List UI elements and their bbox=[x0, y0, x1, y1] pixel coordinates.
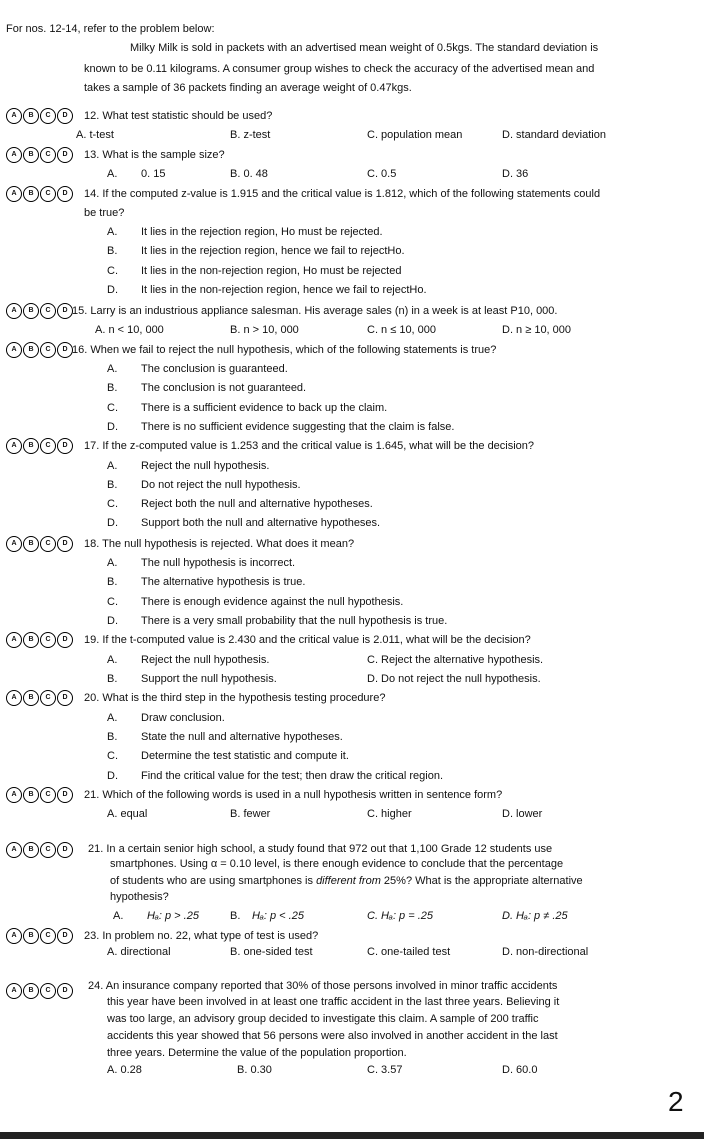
answer-bubbles-q15[interactable] bbox=[6, 303, 74, 319]
question-14-line-1: 14. If the computed z-value is 1.915 and the critical value is 1.812, which of the following statements could bbox=[84, 188, 601, 200]
bubble-c[interactable]: C bbox=[40, 928, 56, 944]
q17-option-a: Reject the null hypothesis. bbox=[141, 460, 270, 472]
bubble-a[interactable]: A bbox=[6, 632, 22, 648]
q19-option-b: Support the null hypothesis. bbox=[141, 673, 277, 685]
bubble-c[interactable]: C bbox=[40, 842, 56, 858]
bubble-c[interactable]: C bbox=[40, 438, 56, 454]
q24-option-d: D. 60.0 bbox=[502, 1064, 538, 1076]
q21b-option-a: Hₐ: p > .25 bbox=[147, 910, 199, 922]
bubble-a[interactable]: A bbox=[6, 108, 22, 124]
answer-bubbles-q16[interactable] bbox=[6, 342, 74, 358]
question-24-line-5: three years. Determine the value of the population proportion. bbox=[107, 1047, 407, 1059]
answer-bubbles-q17[interactable] bbox=[6, 438, 74, 454]
q14-option-c: It lies in the non-rejection region, Ho must be rejected bbox=[141, 265, 402, 277]
question-15: 15. Larry is an industrious appliance salesman. His average sales (n) in a week is at least P10, 000. bbox=[72, 305, 558, 317]
q12-option-c: C. population mean bbox=[367, 129, 463, 141]
question-21b-line-1: 21. In a certain senior high school, a study found that 972 out that 1,100 Grade 12 students use bbox=[88, 843, 553, 855]
bubble-d[interactable]: D bbox=[57, 842, 73, 858]
q20-option-d-letter: D. bbox=[107, 770, 118, 782]
q19-option-b-letter: B. bbox=[107, 673, 118, 685]
bubble-d[interactable]: D bbox=[57, 147, 73, 163]
q13-option-a: 0. 15 bbox=[141, 168, 166, 180]
q20-option-a: Draw conclusion. bbox=[141, 712, 225, 724]
bottom-border bbox=[0, 1132, 704, 1139]
q14-option-a-letter: A. bbox=[107, 226, 118, 238]
q17-option-d-letter: D. bbox=[107, 517, 118, 529]
q19-option-a-letter: A. bbox=[107, 654, 118, 666]
q17-option-b-letter: B. bbox=[107, 479, 118, 491]
bubble-b[interactable]: B bbox=[23, 303, 39, 319]
q16-option-c-letter: C. bbox=[107, 402, 118, 414]
problem-line-1: Milky Milk is sold in packets with an advertised mean weight of 0.5kgs. The standard deviation is bbox=[130, 42, 599, 54]
question-20: 20. What is the third step in the hypothesis testing procedure? bbox=[84, 692, 386, 704]
bubble-d[interactable]: D bbox=[57, 787, 73, 803]
bubble-d[interactable]: D bbox=[57, 108, 73, 124]
intro-text: For nos. 12-14, refer to the problem below: bbox=[6, 23, 215, 35]
q17-option-a-letter: A. bbox=[107, 460, 118, 472]
q16-option-c: There is a sufficient evidence to back up the claim. bbox=[141, 402, 388, 414]
answer-bubbles-q13[interactable] bbox=[6, 147, 74, 163]
bubble-d[interactable]: D bbox=[57, 186, 73, 202]
q16-option-d: There is no sufficient evidence suggesting that the claim is false. bbox=[141, 421, 455, 433]
q20-option-a-letter: A. bbox=[107, 712, 118, 724]
question-24-line-1: 24. An insurance company reported that 30% of those persons involved in minor traffic accidents bbox=[88, 980, 558, 992]
bubble-b[interactable]: B bbox=[23, 342, 39, 358]
q12-option-a: A. t-test bbox=[76, 129, 114, 141]
question-17: 17. If the z-computed value is 1.253 and the critical value is 1.645, what will be the decision? bbox=[84, 440, 535, 452]
bubble-a[interactable]: A bbox=[6, 842, 22, 858]
q16-option-a-letter: A. bbox=[107, 363, 118, 375]
q23-option-d: D. non-directional bbox=[502, 946, 589, 958]
bubble-a[interactable]: A bbox=[6, 787, 22, 803]
bubble-a[interactable]: A bbox=[6, 438, 22, 454]
q12-option-b: B. z-test bbox=[230, 129, 271, 141]
q13-option-c: C. 0.5 bbox=[367, 168, 397, 180]
bubble-b[interactable]: B bbox=[23, 842, 39, 858]
q18-option-b: The alternative hypothesis is true. bbox=[141, 576, 306, 588]
q18-option-d: There is a very small probability that the null hypothesis is true. bbox=[141, 615, 448, 627]
q17-option-b: Do not reject the null hypothesis. bbox=[141, 479, 301, 491]
q18-option-d-letter: D. bbox=[107, 615, 118, 627]
q15-option-b: B. n > 10, 000 bbox=[230, 324, 299, 336]
q18-option-c-letter: C. bbox=[107, 596, 118, 608]
answer-bubbles-q19[interactable] bbox=[6, 632, 74, 648]
bubble-a[interactable]: A bbox=[6, 536, 22, 552]
question-16: 16. When we fail to reject the null hypothesis, which of the following statements is true? bbox=[72, 344, 497, 356]
q23-option-b: B. one-sided test bbox=[230, 946, 313, 958]
bubble-a[interactable]: A bbox=[6, 983, 22, 999]
bubble-a[interactable]: A bbox=[6, 342, 22, 358]
q21a-option-d: D. lower bbox=[502, 808, 543, 820]
bubble-b[interactable]: B bbox=[23, 536, 39, 552]
bubble-b[interactable]: B bbox=[23, 928, 39, 944]
bubble-c[interactable]: C bbox=[40, 186, 56, 202]
answer-bubbles-q21a[interactable] bbox=[6, 787, 74, 803]
question-14-line-2: be true? bbox=[84, 207, 125, 219]
bubble-b[interactable]: B bbox=[23, 983, 39, 999]
q20-option-b-letter: B. bbox=[107, 731, 118, 743]
q15-option-d: D. n ≥ 10, 000 bbox=[502, 324, 572, 336]
q24-option-c: C. 3.57 bbox=[367, 1064, 403, 1076]
bubble-d[interactable]: D bbox=[57, 928, 73, 944]
bubble-c[interactable]: C bbox=[40, 147, 56, 163]
problem-line-2: known to be 0.11 kilograms. A consumer group wishes to check the accuracy of the advertised mean and bbox=[84, 63, 595, 75]
q23-option-a: A. directional bbox=[107, 946, 171, 958]
q14-option-b: It lies in the rejection region, hence we fail to rejectHo. bbox=[141, 245, 405, 257]
q14-option-d: It lies in the non-rejection region, hence we fail to rejectHo. bbox=[141, 284, 427, 296]
q19-option-d: D. Do not reject the null hypothesis. bbox=[367, 673, 541, 685]
q13-option-b: B. 0. 48 bbox=[230, 168, 268, 180]
q14-option-b-letter: B. bbox=[107, 245, 118, 257]
q21a-option-b: B. fewer bbox=[230, 808, 271, 820]
answer-bubbles-q14[interactable] bbox=[6, 186, 74, 202]
q24-option-a: A. 0.28 bbox=[107, 1064, 142, 1076]
question-18: 18. The null hypothesis is rejected. What does it mean? bbox=[84, 538, 355, 550]
q14-option-c-letter: C. bbox=[107, 265, 118, 277]
question-24-line-2: this year have been involved in at least one traffic accident in the last three years. Believing it bbox=[107, 996, 560, 1008]
q20-option-d: Find the critical value for the test; then draw the critical region. bbox=[141, 770, 444, 782]
bubble-a[interactable]: A bbox=[6, 186, 22, 202]
q21a-option-c: C. higher bbox=[367, 808, 412, 820]
q20-option-c: Determine the test statistic and compute it. bbox=[141, 750, 349, 762]
bubble-a[interactable]: A bbox=[6, 303, 22, 319]
problem-line-3: takes a sample of 36 packets finding an average weight of 0.47kgs. bbox=[84, 82, 412, 94]
bubble-b[interactable]: B bbox=[23, 147, 39, 163]
answer-bubbles-q24[interactable] bbox=[6, 983, 74, 999]
question-24-line-4: accidents this year showed that 56 persons were also involved in another accident in the last bbox=[107, 1030, 558, 1042]
answer-bubbles-q20[interactable] bbox=[6, 690, 74, 706]
q21b-option-b-letter: B. bbox=[230, 910, 241, 922]
bubble-b[interactable]: B bbox=[23, 186, 39, 202]
q21b-line-3-emph: different from bbox=[316, 875, 381, 887]
q19-option-c: C. Reject the alternative hypothesis. bbox=[367, 654, 544, 666]
bubble-c[interactable]: C bbox=[40, 303, 56, 319]
question-19: 19. If the t-computed value is 2.430 and the critical value is 2.011, what will be the decision? bbox=[84, 634, 531, 646]
q14-option-d-letter: D. bbox=[107, 284, 118, 296]
q20-option-b: State the null and alternative hypotheses. bbox=[141, 731, 343, 743]
q21b-line-3-post: 25%? What is the appropriate alternative bbox=[380, 875, 583, 887]
question-21b-line-3 bbox=[110, 875, 583, 888]
q21b-line-3-pre: of students who are using smartphones is bbox=[110, 875, 317, 887]
bubble-d[interactable]: D bbox=[57, 632, 73, 648]
bubble-b[interactable]: B bbox=[23, 438, 39, 454]
question-21b-line-4: hypothesis? bbox=[110, 891, 169, 903]
q15-option-a: A. n < 10, 000 bbox=[95, 324, 164, 336]
answer-bubbles-q18[interactable] bbox=[6, 536, 74, 552]
page-number: 2 bbox=[668, 1086, 684, 1117]
answer-bubbles-q21b[interactable] bbox=[6, 842, 74, 858]
bubble-d[interactable]: D bbox=[57, 303, 73, 319]
bubble-a[interactable]: A bbox=[6, 690, 22, 706]
question-23: 23. In problem no. 22, what type of test is used? bbox=[84, 930, 319, 942]
q16-option-b: The conclusion is not guaranteed. bbox=[141, 382, 307, 394]
q12-option-d: D. standard deviation bbox=[502, 129, 606, 141]
bubble-a[interactable]: A bbox=[6, 147, 22, 163]
q24-option-b: B. 0.30 bbox=[237, 1064, 272, 1076]
q17-option-c: Reject both the null and alternative hypotheses. bbox=[141, 498, 373, 510]
q18-option-a: The null hypothesis is incorrect. bbox=[141, 557, 296, 569]
bubble-b[interactable]: B bbox=[23, 787, 39, 803]
bubble-d[interactable]: D bbox=[57, 690, 73, 706]
bubble-d[interactable]: D bbox=[57, 983, 73, 999]
q17-option-d: Support both the null and alternative hypotheses. bbox=[141, 517, 381, 529]
bubble-c[interactable]: C bbox=[40, 108, 56, 124]
bubble-c[interactable]: C bbox=[40, 787, 56, 803]
q16-option-d-letter: D. bbox=[107, 421, 118, 433]
bubble-c[interactable]: C bbox=[40, 983, 56, 999]
q19-option-a: Reject the null hypothesis. bbox=[141, 654, 270, 666]
bubble-c[interactable]: C bbox=[40, 632, 56, 648]
question-24-line-3: was too large, an advisory group decided to investigate this claim. A sample of 200 traffic bbox=[107, 1013, 539, 1025]
q16-option-b-letter: B. bbox=[107, 382, 118, 394]
q17-option-c-letter: C. bbox=[107, 498, 118, 510]
answer-bubbles-q12[interactable] bbox=[6, 108, 74, 124]
q23-option-c: C. one-tailed test bbox=[367, 946, 451, 958]
q13-option-d: D. 36 bbox=[502, 168, 529, 180]
question-13: 13. What is the sample size? bbox=[84, 149, 225, 161]
q20-option-c-letter: C. bbox=[107, 750, 118, 762]
bubble-a[interactable]: A bbox=[6, 928, 22, 944]
question-12: 12. What test statistic should be used? bbox=[84, 110, 273, 122]
q14-option-a: It lies in the rejection region, Ho must be rejected. bbox=[141, 226, 383, 238]
bubble-b[interactable]: B bbox=[23, 690, 39, 706]
q18-option-c: There is enough evidence against the null hypothesis. bbox=[141, 596, 404, 608]
bubble-d[interactable]: D bbox=[57, 342, 73, 358]
bubble-b[interactable]: B bbox=[23, 632, 39, 648]
bubble-c[interactable]: C bbox=[40, 690, 56, 706]
q21a-option-a: A. equal bbox=[107, 808, 148, 820]
bubble-d[interactable]: D bbox=[57, 536, 73, 552]
q21b-option-a-letter: A. bbox=[113, 910, 124, 922]
q21b-option-c: C. Hₐ: p = .25 bbox=[367, 910, 433, 922]
q16-option-a: The conclusion is guaranteed. bbox=[141, 363, 288, 375]
question-21a: 21. Which of the following words is used in a null hypothesis written in sentence form? bbox=[84, 789, 503, 801]
bubble-c[interactable]: C bbox=[40, 536, 56, 552]
q21b-option-d: D. Hₐ: p ≠ .25 bbox=[502, 910, 568, 922]
q13-option-a-letter: A. bbox=[107, 168, 118, 180]
bubble-c[interactable]: C bbox=[40, 342, 56, 358]
answer-bubbles-q23[interactable] bbox=[6, 928, 74, 944]
q15-option-c: C. n ≤ 10, 000 bbox=[367, 324, 437, 336]
q21b-option-b: Hₐ: p < .25 bbox=[252, 910, 304, 922]
bubble-d[interactable]: D bbox=[57, 438, 73, 454]
q18-option-a-letter: A. bbox=[107, 557, 118, 569]
question-21b-line-2: smartphones. Using α = 0.10 level, is there enough evidence to conclude that the percentage bbox=[110, 858, 564, 870]
bubble-b[interactable]: B bbox=[23, 108, 39, 124]
q18-option-b-letter: B. bbox=[107, 576, 118, 588]
